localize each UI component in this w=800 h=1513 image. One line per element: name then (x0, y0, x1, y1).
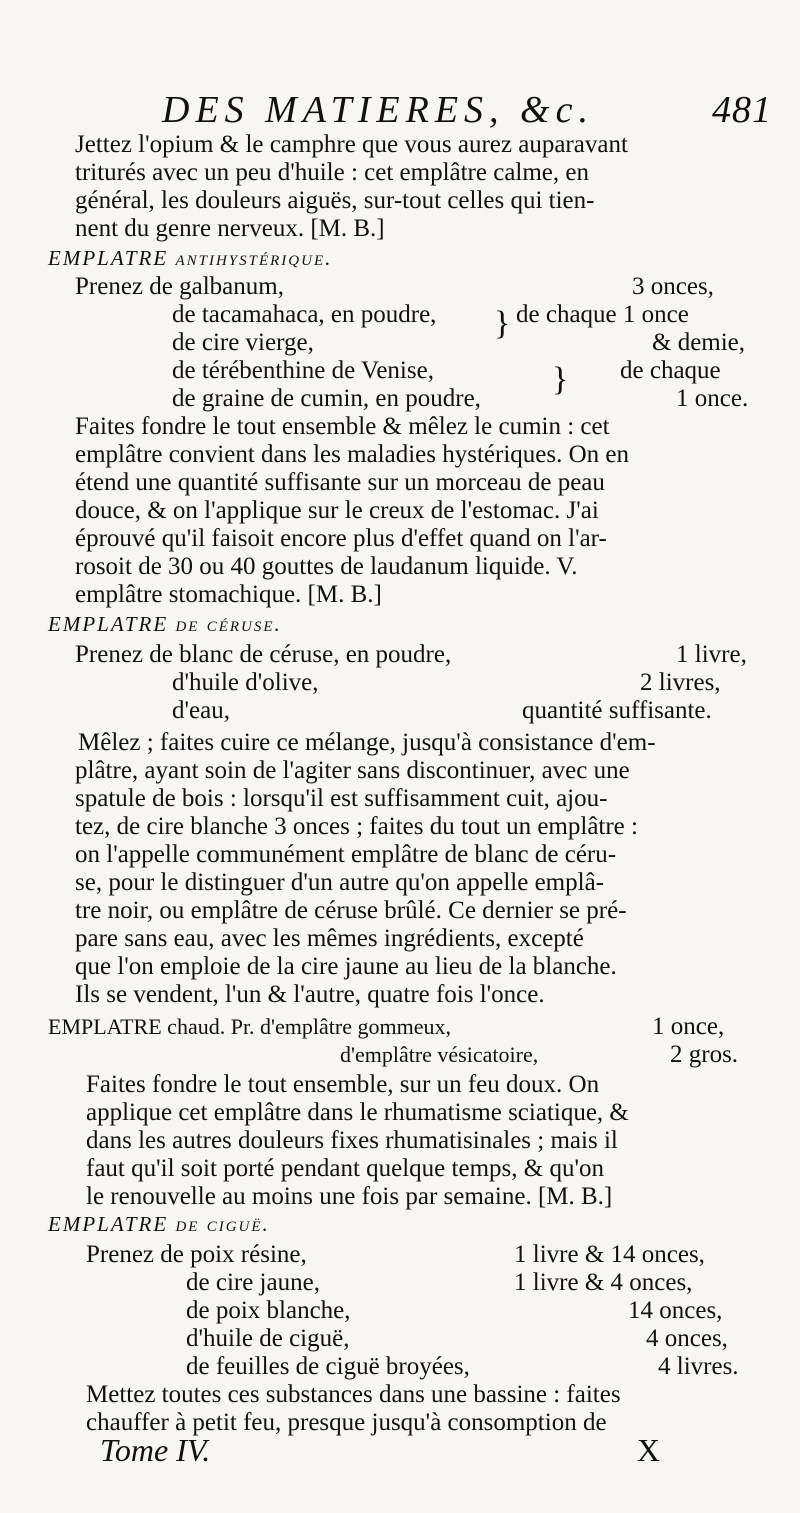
quantity: 4 livres. (658, 1353, 739, 1380)
text-line: éprouvé qu'il faisoit encore plus d'effet quand on l'ar- (75, 525, 607, 552)
text-line: emplâtre stomachique. [M. B.] (75, 581, 382, 608)
quantity: de chaque 1 once (516, 301, 689, 328)
text-line: tre noir, ou emplâtre de céruse brûlé. Ce dernier se pré- (75, 897, 627, 924)
text-line: Mêlez ; faites cuire ce mélange, jusqu'à consistance d'em- (78, 729, 656, 756)
text-line: tez, de cire blanche 3 onces ; faites du tout un emplâtre : (75, 813, 638, 840)
brace: } (552, 361, 569, 398)
text-line: d'emplâtre vésicatoire, (340, 1042, 539, 1067)
quantity: 1 livre & 4 onces, (514, 1269, 693, 1296)
text-line: spatule de bois : lorsqu'il est suffisamment cuit, ajou- (75, 785, 608, 812)
text-line: de cire jaune, (186, 1269, 320, 1296)
quantity: 1 livre, (676, 641, 747, 668)
brace: } (494, 305, 511, 342)
signature-mark: X (636, 1432, 660, 1468)
text-line: Prenez de blanc de céruse, en poudre, (75, 641, 452, 668)
text-line: Jettez l'opium & le camphre que vous aurez auparavant (75, 131, 628, 158)
text-line: de poix blanche, (186, 1297, 351, 1324)
text-line: Faites fondre le tout ensemble, sur un feu doux. On (86, 1071, 600, 1098)
header-title: DES MATIERES, &c. (162, 89, 594, 131)
text-line: douce, & on l'applique sur le creux de l'estomac. J'ai (75, 497, 599, 524)
quantity: 3 onces, (632, 273, 714, 300)
quantity: 2 livres, (640, 669, 721, 696)
entry-heading: EMPLATRE antihystérique. (48, 246, 333, 270)
quantity: 1 once. (676, 385, 749, 412)
text-line: le renouvelle au moins une fois par semaine. [M. B.] (86, 1183, 613, 1210)
entry-heading: EMPLATRE chaud. Pr. d'emplâtre gommeux, (48, 1014, 451, 1039)
quantity: quantité suffisante. (522, 697, 712, 724)
text-line: plâtre, ayant soin de l'agiter sans discontinuer, avec une (75, 757, 630, 784)
text-line: Mettez toutes ces substances dans une bassine : faites (86, 1381, 621, 1408)
text-line: Prenez de galbanum, (75, 273, 284, 300)
page-footer (100, 1432, 660, 1468)
quantity: 1 livre & 14 onces, (514, 1241, 705, 1268)
volume-label: Tome IV. (100, 1432, 211, 1468)
text-line: dans les autres douleurs fixes rhumatisinales ; mais il (86, 1127, 618, 1154)
quantity: 2 gros. (670, 1041, 739, 1068)
text-line: d'eau, (172, 697, 230, 724)
text-line: faut qu'il soit porté pendant quelque temps, & qu'on (86, 1155, 604, 1182)
text-line: emplâtre convient dans les maladies hystériques. On en (75, 441, 630, 468)
quantity: 4 onces, (646, 1325, 728, 1352)
entry-heading: EMPLATRE de ciguë. (48, 1212, 270, 1236)
text-line: chauffer à petit feu, presque jusqu'à consomption de (86, 1409, 607, 1436)
text-line: de feuilles de ciguë broyées, (186, 1353, 470, 1380)
text-line: d'huile de ciguë, (186, 1325, 350, 1352)
text-line: de graine de cumin, en poudre, (172, 385, 481, 412)
text-line: de tacamahaca, en poudre, (172, 301, 437, 328)
text-line: Ils se vendent, l'un & l'autre, quatre fois l'once. (75, 981, 545, 1008)
text-line: triturés avec un peu d'huile : cet emplâtre calme, en (75, 159, 590, 186)
text-line: Faites fondre le tout ensemble & mêlez le cumin : cet (75, 413, 610, 440)
text-line: rosoit de 30 ou 40 gouttes de laudanum liquide. V. (75, 553, 578, 580)
quantity: de chaque (620, 357, 721, 384)
running-header (162, 88, 772, 131)
page-number: 481 (712, 89, 772, 131)
text-line: se, pour le distinguer d'un autre qu'on appelle emplâ- (75, 869, 604, 896)
entry-heading: EMPLATRE de céruse. (48, 612, 282, 636)
text-line: nent du genre nerveux. [M. B.] (75, 215, 385, 242)
text-line: applique cet emplâtre dans le rhumatisme sciatique, & (86, 1099, 629, 1126)
text-line: Prenez de poix résine, (86, 1241, 307, 1268)
quantity: & demie, (652, 329, 746, 356)
quantity: 14 onces, (628, 1297, 723, 1324)
text-line: de cire vierge, (172, 329, 314, 356)
text-line: général, les douleurs aiguës, sur-tout celles qui tien- (75, 187, 595, 214)
text-line: de térébenthine de Venise, (172, 357, 434, 384)
text-line: pare sans eau, avec les mêmes ingrédients, excepté (75, 925, 584, 952)
quantity: 1 once, (652, 1013, 725, 1040)
text-line: d'huile d'olive, (172, 669, 319, 696)
text-line: on l'appelle communément emplâtre de blanc de céru- (75, 841, 617, 868)
text-line: étend une quantité suffisante sur un morceau de peau (75, 469, 605, 496)
text-line: que l'on emploie de la cire jaune au lieu de la blanche. (75, 953, 617, 980)
